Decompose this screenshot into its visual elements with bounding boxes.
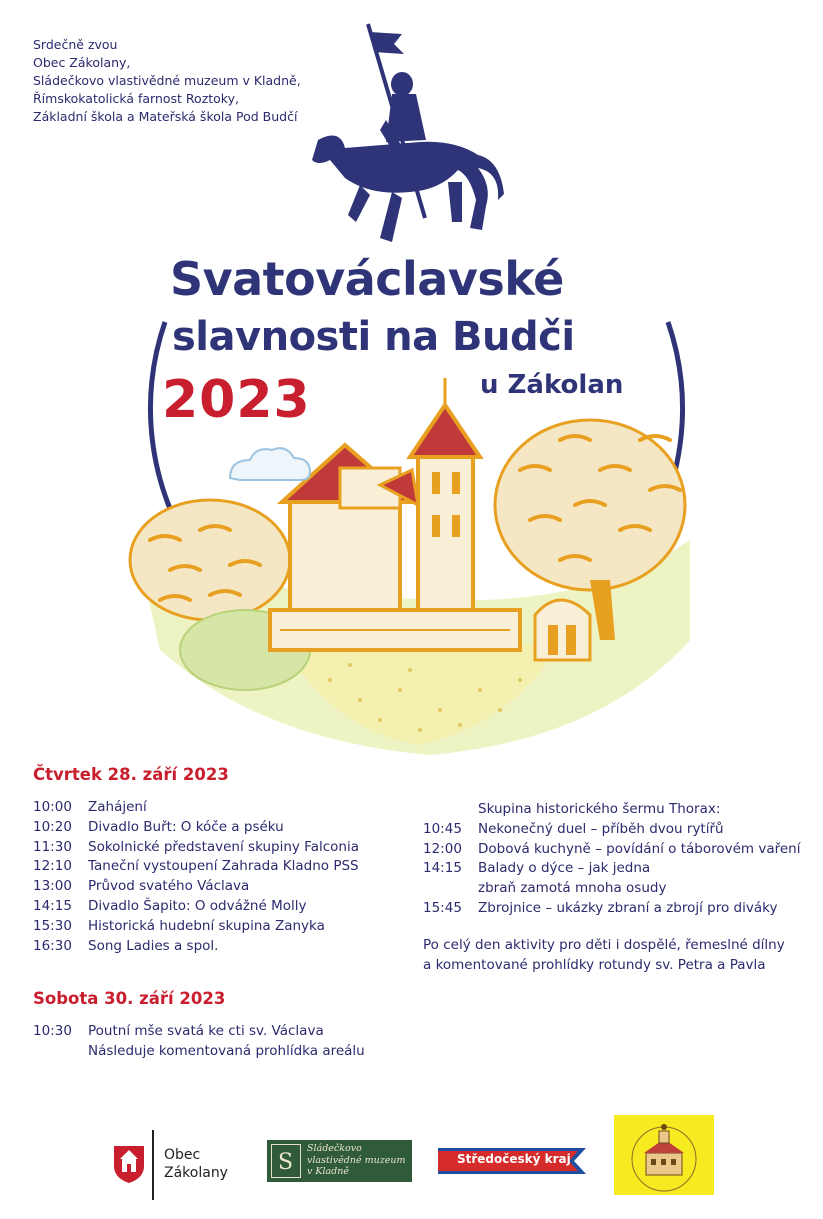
museum-logo bbox=[267, 1140, 412, 1182]
event-text: Divadlo Buřt: O kóče a pséku bbox=[88, 818, 284, 835]
organizer-line: Sládečkovo vlastivědné muzeum v Kladně, bbox=[33, 73, 301, 88]
event-time: 10:00 bbox=[33, 799, 72, 815]
museum-logo-text bbox=[307, 1143, 406, 1178]
museum-line: v Kladně bbox=[307, 1166, 350, 1177]
title-line-3: u Zákolan bbox=[480, 370, 624, 400]
schedule-row bbox=[33, 857, 359, 877]
title-line-2: slavnosti na Budči bbox=[172, 314, 575, 360]
event-text: zbraň zamotá mnoha osudy bbox=[478, 880, 667, 897]
stredocesky-kraj-logo bbox=[438, 1148, 586, 1174]
schedule-row bbox=[423, 840, 801, 860]
organizers-intro: Srdečně zvou bbox=[33, 37, 118, 52]
title-line-1: Svatováclavské bbox=[170, 252, 564, 306]
organizer-line: Římskokatolická farnost Roztoky, bbox=[33, 91, 239, 106]
museum-monogram-icon bbox=[271, 1144, 301, 1178]
zakolany-coat-of-arms-icon bbox=[112, 1144, 146, 1184]
event-time: 13:00 bbox=[33, 878, 72, 895]
schedule-row bbox=[33, 1042, 365, 1062]
zakolany-logo bbox=[112, 1130, 242, 1200]
schedule-row bbox=[423, 820, 801, 840]
schedule-row bbox=[33, 897, 359, 917]
group-name: Skupina historického šermu Thorax: bbox=[478, 801, 721, 817]
schedule-row bbox=[423, 879, 801, 899]
school-building-icon bbox=[614, 1115, 714, 1195]
event-text: Dobová kuchyně – povídání o táborovém vaření bbox=[478, 840, 801, 857]
logo-divider bbox=[152, 1130, 154, 1200]
schedule-row bbox=[423, 859, 801, 879]
day2-schedule bbox=[33, 1022, 365, 1062]
schedule-row bbox=[33, 818, 359, 838]
event-text: Song Ladies a spol. bbox=[88, 937, 219, 954]
gate-house-icon bbox=[535, 600, 590, 660]
event-time: 10:30 bbox=[33, 1023, 72, 1039]
schedule-row bbox=[33, 1022, 365, 1042]
left-tree-icon bbox=[130, 500, 290, 620]
event-time: 14:15 bbox=[423, 860, 462, 877]
knight-on-horse-icon bbox=[312, 24, 504, 242]
event-text: Sokolnické představení skupiny Falconia bbox=[88, 838, 359, 855]
kraj-logo-text: Středočeský kraj bbox=[457, 1152, 571, 1166]
event-text: Taneční vystoupení Zahrada Kladno PSS bbox=[88, 858, 359, 875]
organizer-line: Obec Zákolany, bbox=[33, 55, 131, 70]
day1-heading: Čtvrtek 28. září 2023 bbox=[33, 765, 229, 784]
day1-schedule bbox=[33, 798, 359, 956]
event-text: Balady o dýce – jak jedna bbox=[478, 860, 651, 877]
schedule-row bbox=[423, 899, 801, 919]
zakolany-logo-text bbox=[164, 1146, 228, 1182]
partner-logos bbox=[0, 1110, 823, 1210]
schedule-row bbox=[33, 877, 359, 897]
zakolany-line: Zákolany bbox=[164, 1165, 228, 1181]
event-text: Divadlo Šapito: O odvážné Molly bbox=[88, 897, 307, 914]
event-time: 12:10 bbox=[33, 858, 72, 875]
schedule-row bbox=[33, 798, 359, 818]
event-time bbox=[423, 879, 478, 899]
cloud-icon bbox=[230, 448, 310, 480]
schedule-group-heading bbox=[423, 800, 801, 820]
event-time: 14:15 bbox=[33, 897, 72, 914]
schedule-row bbox=[33, 838, 359, 858]
day2-heading: Sobota 30. září 2023 bbox=[33, 989, 226, 1008]
thorax-schedule bbox=[423, 800, 801, 919]
event-text: Poutní mše svatá ke cti sv. Václava bbox=[88, 1023, 324, 1039]
event-time: 12:00 bbox=[423, 840, 462, 857]
event-time: 15:30 bbox=[33, 917, 72, 934]
event-text: Následuje komentovaná prohlídka areálu bbox=[88, 1042, 365, 1059]
svg-text:S: S bbox=[278, 1150, 294, 1175]
museum-line: vlastivědné muzeum bbox=[307, 1154, 406, 1166]
event-time: 16:30 bbox=[33, 937, 72, 954]
event-text: Průvod svatého Václava bbox=[88, 878, 250, 895]
organizer-line: Základní škola a Mateřská škola Pod Budčí bbox=[33, 109, 298, 124]
event-text: Zbrojnice – ukázky zbraní a zbrojí pro diváky bbox=[478, 899, 778, 916]
event-time: 15:45 bbox=[423, 899, 462, 916]
title-year: 2023 bbox=[162, 370, 311, 430]
note-line: a komentované prohlídky rotundy sv. Petra a Pavla bbox=[423, 957, 766, 973]
event-text: Nekonečný duel – příběh dvou rytířů bbox=[478, 820, 724, 837]
school-logo bbox=[614, 1115, 714, 1195]
event-time: 10:20 bbox=[33, 818, 72, 835]
event-text: Zahájení bbox=[88, 799, 147, 815]
event-time: 10:45 bbox=[423, 820, 462, 837]
event-time: 11:30 bbox=[33, 838, 72, 855]
all-day-note bbox=[423, 935, 785, 975]
note-line: Po celý den aktivity pro děti i dospělé, řemeslné dílny bbox=[423, 937, 785, 953]
event-time bbox=[33, 1042, 88, 1062]
museum-line: Sládečkovo bbox=[307, 1143, 362, 1154]
schedule-row bbox=[33, 917, 359, 937]
zakolany-line: Obec bbox=[164, 1147, 201, 1163]
event-text: Historická hudební skupina Zanyka bbox=[88, 917, 325, 934]
schedule-row bbox=[33, 937, 359, 957]
